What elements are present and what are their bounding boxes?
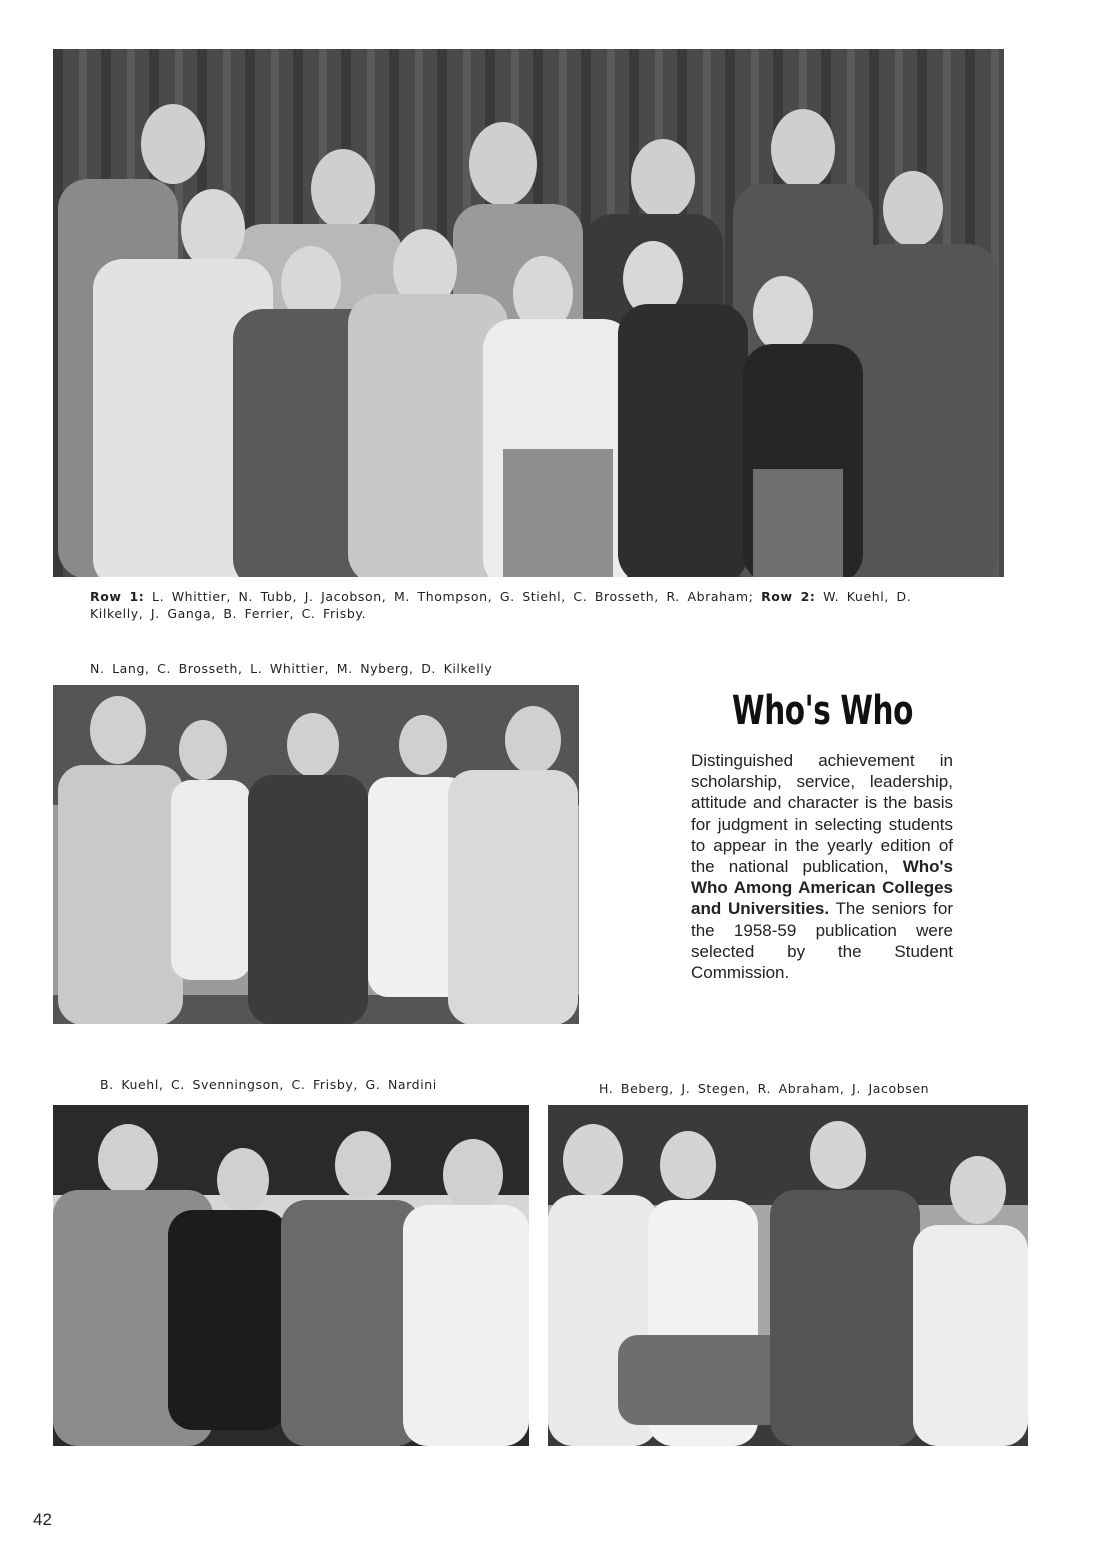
top-photo-caption: [90, 588, 950, 622]
caption-row2-label: Row 2:: [761, 589, 816, 604]
group-photo-middle: [53, 685, 579, 1024]
group-photo-top: [53, 49, 1004, 577]
article-body: [691, 750, 953, 983]
group-photo-bottom-left: [53, 1105, 529, 1446]
group-photo-middle-illustration: [53, 685, 579, 1024]
middle-photo-caption: N. Lang, C. Brosseth, L. Whittier, M. Nyberg, D. Kilkelly: [90, 661, 493, 676]
bottom-left-photo-caption: B. Kuehl, C. Svenningson, C. Frisby, G. Nardini: [100, 1077, 437, 1092]
article-title: Who's Who: [732, 688, 913, 734]
bottom-right-photo-caption: H. Beberg, J. Stegen, R. Abraham, J. Jacobsen: [599, 1081, 930, 1096]
article-body-outro: The seniors for the 1958-59 publication were selected by the Student Commission.: [691, 899, 953, 983]
article-body-publication: Who's Who Among American Colleges and Universities.: [691, 857, 953, 919]
caption-row1-label: Row 1:: [90, 589, 145, 604]
group-photo-bottom-right: [548, 1105, 1028, 1446]
group-photo-bottom-left-illustration: [53, 1105, 529, 1446]
page-number: 42: [33, 1510, 52, 1529]
article-body-intro: Distinguished achievement in scholarship, service, leadership, attitude and character is the basis for judgment in selecting students to appear in the yearly edition of the national publication,: [691, 751, 953, 877]
caption-row2-names: W. Kuehl, D. Kilkelly, J. Ganga, B. Ferrier, C. Frisby.: [90, 589, 912, 621]
caption-row1-names: L. Whittier, N. Tubb, J. Jacobson, M. Thompson, G. Stiehl, C. Brosseth, R. Abraham;: [152, 589, 754, 604]
group-photo-bottom-right-illustration: [548, 1105, 1028, 1446]
group-photo-top-illustration: [53, 49, 1004, 577]
